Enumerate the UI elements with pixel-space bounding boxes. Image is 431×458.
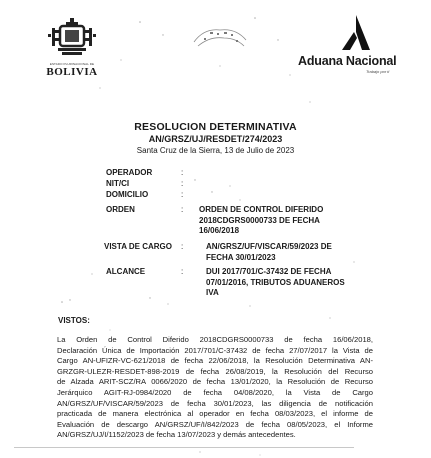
vistos-line: Declaración Única de Importación 2017/701/C-37432 de fecha 27/07/2017 la Vista de — [57, 345, 373, 355]
seal-stamp-icon — [190, 22, 250, 50]
value-alcance — [206, 267, 345, 299]
label-orden: ORDEN — [106, 205, 135, 214]
label-operador: OPERADOR — [106, 168, 153, 177]
colon-alcance: : — [181, 267, 184, 276]
logo-bolivia: BOLIVIA — [46, 66, 98, 78]
value-orden — [199, 205, 323, 237]
document-code: AN/GRSZ/UJ/RESDET/274/2023 — [148, 134, 283, 144]
value-alcance-line: 07/01/2016, TRIBUTOS ADUANEROS — [206, 277, 345, 287]
aduana-triangle-icon — [340, 12, 372, 52]
vistos-heading: VISTOS: — [58, 316, 90, 325]
vistos-line: La Orden de Control Diferido 2018CDGRS0000733 de fecha 16/06/2018, — [57, 335, 373, 344]
vistos-line: Cargo AN-UFIZR-VC-621/2018 de fecha 22/06/2018, la Resolución Determinativa AN- — [57, 356, 373, 366]
colon-orden: : — [181, 205, 184, 214]
vistos-line: Evaluación de descargo AN/GRSZ/UF/I/842/2023 de fecha 08/05/2023, el Informe — [57, 419, 373, 429]
value-orden-line: ORDEN DE CONTROL DIFERIDO — [199, 205, 324, 214]
logo-aduana-nacional: Aduana Nacional — [298, 54, 397, 68]
label-nit: NIT/CI — [106, 179, 130, 188]
label-vista-de-cargo: VISTA DE CARGO — [104, 242, 173, 251]
vistos-line: practicada de manera electrónica al operador en fecha 08/03/2023, el informe de — [57, 409, 373, 419]
coat-of-arms-icon — [46, 16, 98, 60]
logo-caption: ESTADO PLURINACIONAL DE — [49, 62, 95, 66]
vistos-line: GRZGR-ULEZR-RESDET-898-2019 de fecha 26/08/2019, la Resolución del Recurso — [57, 366, 373, 376]
colon-operador: : — [181, 168, 184, 177]
document-heading: RESOLUCION DETERMINATIVA — [134, 121, 297, 133]
colon-domicilio: : — [181, 190, 184, 199]
place-date: Santa Cruz de la Sierra, 13 de Julio de 2023 — [136, 146, 295, 155]
value-vista-line: AN/GRSZ/UF/VISCAR/59/2023 DE — [206, 242, 332, 251]
value-alcance-line: IVA — [206, 288, 219, 297]
page-bottom-line — [14, 447, 354, 448]
vistos-line: AN/GRSZ/UJ/I/1152/2023 de fecha 13/07/2023 y demás antecedentes. — [57, 430, 296, 440]
value-orden-line: 2018CDGRS0000733 DE FECHA — [199, 215, 320, 225]
label-alcance: ALCANCE — [106, 267, 146, 276]
colon-vista: : — [181, 242, 184, 251]
label-domicilio: DOMICILIO — [106, 190, 149, 199]
value-vista-de-cargo — [206, 242, 332, 263]
vistos-line: de Alzada ARIT-SCZ/RA 0066/2020 de fecha 13/01/2020, la Resolución de Recurso — [57, 377, 373, 387]
vistos-line: AN/GRSZ/UF/VISCAR/59/2023 de fecha 30/01/2023, las diligencia de notificación — [57, 398, 373, 408]
vistos-line: Jerárquico AGIT-RJ-0984/2020 de fecha 04/08/2020, la Vista de Cargo — [57, 387, 373, 397]
logo-tagline: Trabajo por ti — [366, 69, 390, 74]
colon-nit: : — [181, 179, 184, 188]
vistos-paragraph — [57, 335, 373, 441]
value-orden-line: 16/06/2018 — [199, 226, 240, 235]
value-vista-line: FECHA 30/01/2023 — [206, 252, 276, 262]
value-alcance-line: DUI 2017/701/C-37432 DE FECHA — [206, 267, 332, 276]
